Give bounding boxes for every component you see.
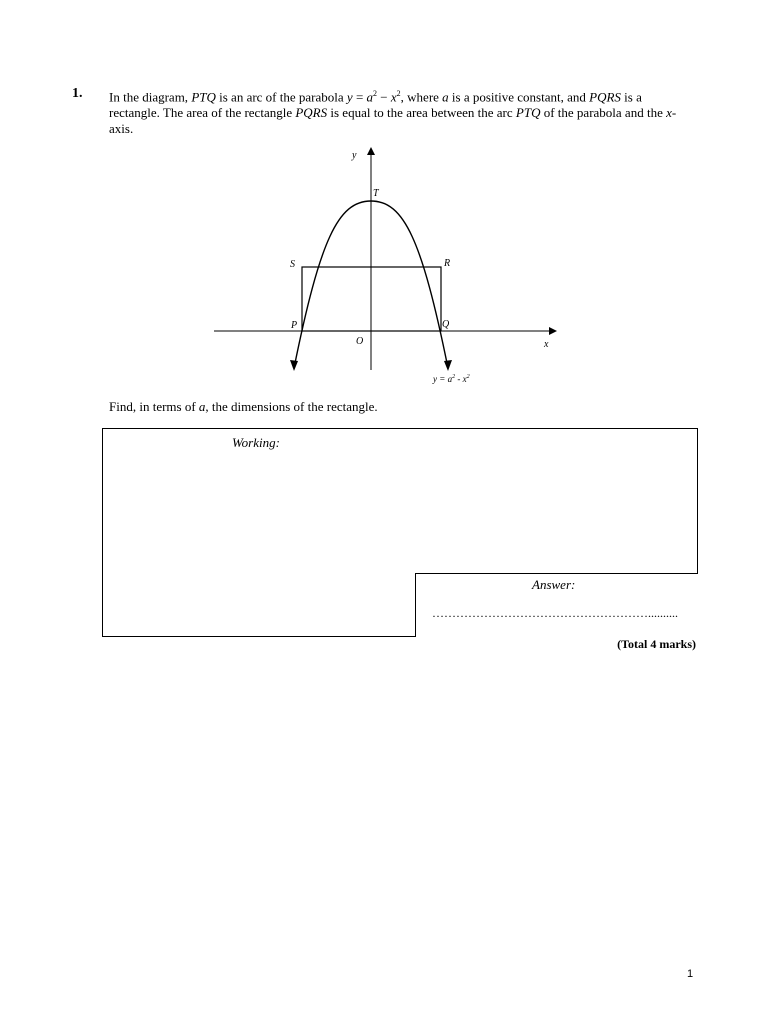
x-axis-label: x xyxy=(544,339,549,350)
curve-equation-label: $y = a^2 - x^2$ xyxy=(433,374,470,384)
page-number: 1 xyxy=(687,968,694,980)
question-number: 1. xyxy=(72,86,83,101)
point-t-label: T xyxy=(373,188,379,199)
parabola-diagram xyxy=(200,140,570,390)
answer-label: Answer: xyxy=(532,577,576,592)
point-s-label: S xyxy=(290,259,295,270)
point-p-label: P xyxy=(291,320,298,331)
total-marks: (Total 4 marks) xyxy=(617,637,696,651)
curve-arrow-right xyxy=(444,360,452,371)
origin-label: O xyxy=(356,336,364,347)
curve-arrow-left xyxy=(290,360,298,371)
working-label: Working: xyxy=(232,435,280,450)
point-q-label: Q xyxy=(442,319,450,330)
find-prompt: Find, in terms of a, the dimensions of the rectangle. xyxy=(109,399,378,414)
point-r-label: R xyxy=(444,258,451,269)
answer-line[interactable]: ……………………………………………….......... xyxy=(432,606,678,620)
question-text: In the diagram, PTQ is an arc of the parabola $y = a^2 - x^2$, where a is a positive constant, and PQRS is a rectangle. The area of the rectangle PQRS is equal to the area between the arc PTQ of the parabola and the x-axis. xyxy=(109,89,677,137)
y-axis-label: y xyxy=(352,150,357,161)
